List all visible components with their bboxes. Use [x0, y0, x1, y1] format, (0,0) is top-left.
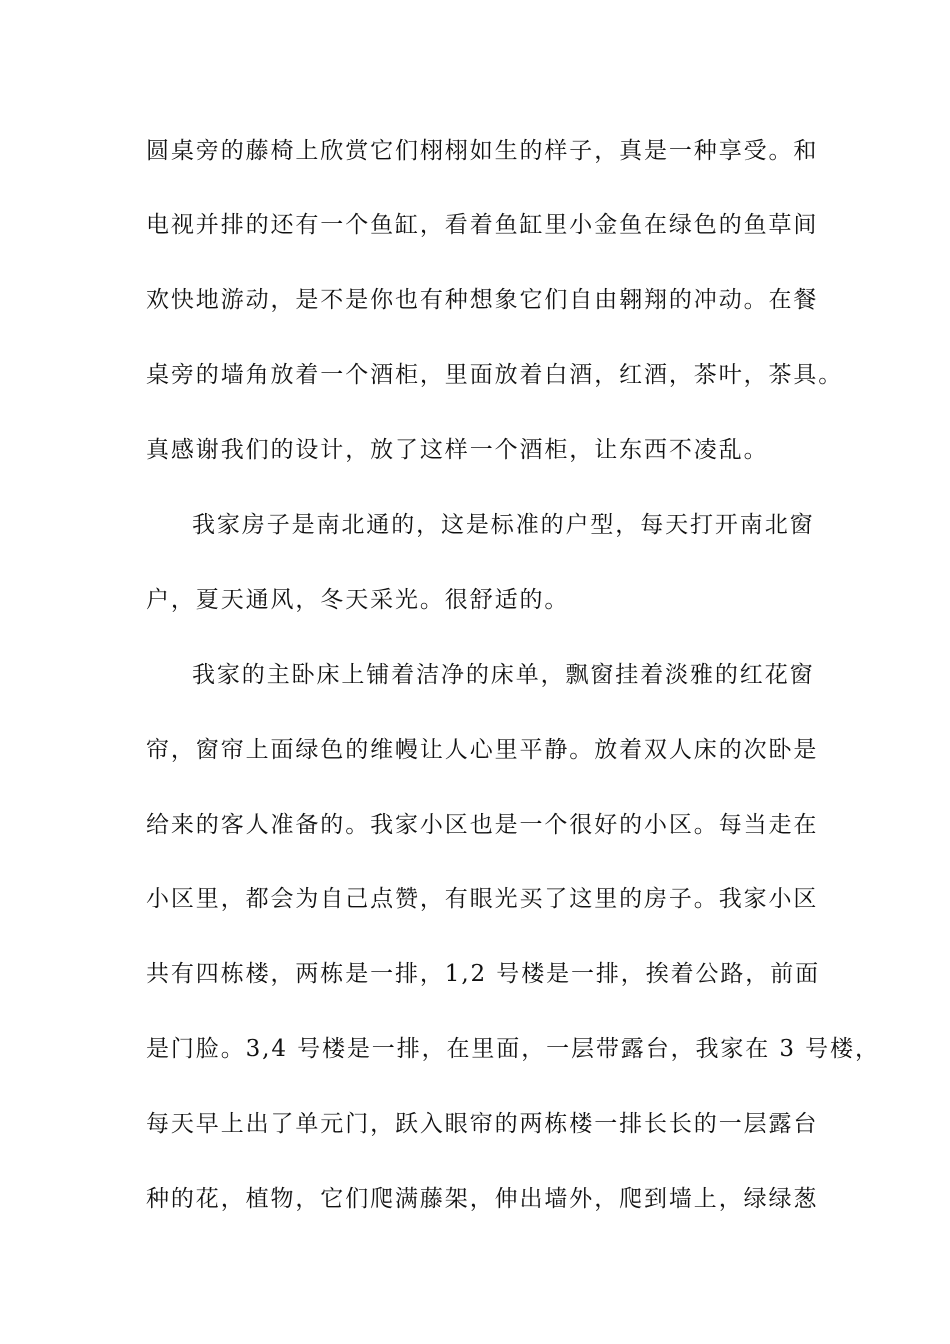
text-line: 户，夏天通风，冬天采光。很舒适的。: [146, 587, 570, 613]
text-line: 每天早上出了单元门，跃入眼帘的两栋楼一排长长的一层露台: [146, 1111, 819, 1137]
text-line: 圆桌旁的藤椅上欣赏它们栩栩如生的样子，真是一种享受。和: [146, 138, 819, 164]
text-line: 种的花，植物，它们爬满藤架，伸出墙外，爬到墙上，绿绿葱: [146, 1186, 819, 1212]
text-line: 是门脸。3,4 号楼是一排，在里面，一层带露台，我家在 3 号楼，: [146, 1036, 880, 1062]
text-line: 小区里，都会为自己点赞，有眼光买了这里的房子。我家小区: [146, 886, 819, 912]
text-line: 真感谢我们的设计，放了这样一个酒柜，让东西不凌乱。: [146, 437, 769, 463]
text-line: 共有四栋楼，两栋是一排，1,2 号楼是一排，挨着公路，前面: [146, 961, 820, 987]
text-line: 帘，窗帘上面绿色的维幔让人心里平静。放着双人床的次卧是: [146, 737, 819, 763]
text-line: 给来的客人准备的。我家小区也是一个很好的小区。每当走在: [146, 812, 819, 838]
paragraph-first-line: 我家的主卧床上铺着洁净的床单，飘窗挂着淡雅的红花窗: [192, 662, 815, 688]
text-line: 电视并排的还有一个鱼缸，看着鱼缸里小金鱼在绿色的鱼草间: [146, 212, 819, 238]
text-line: 桌旁的墙角放着一个酒柜，里面放着白酒，红酒，茶叶，茶具。: [146, 362, 844, 388]
text-line: 欢快地游动，是不是你也有种想象它们自由翱翔的冲动。在餐: [146, 287, 819, 313]
paragraph-first-line: 我家房子是南北通的，这是标准的户型，每天打开南北窗: [192, 512, 815, 538]
